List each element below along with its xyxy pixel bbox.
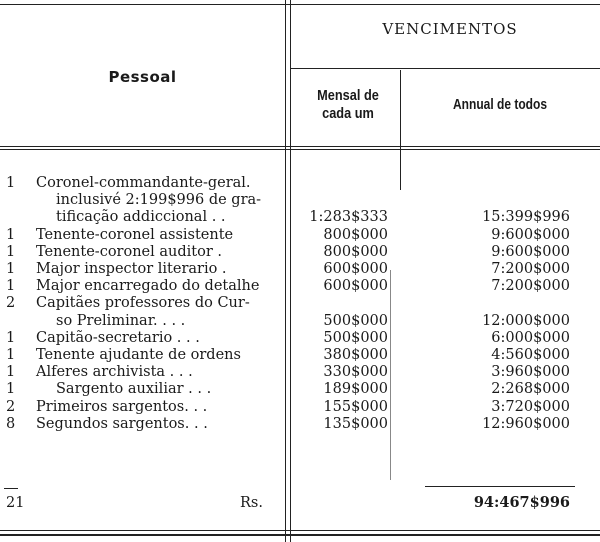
row-qty: 1: [6, 347, 16, 363]
total-qty: 21: [6, 495, 25, 511]
annual-heading: Annual de todos: [453, 96, 547, 113]
row-annual: 15:399$996: [482, 209, 570, 226]
row-annual: 3:960$000: [491, 364, 570, 381]
row-qty: 1: [6, 243, 16, 260]
row-mensal: 800$000: [323, 243, 388, 260]
row-mensal: 500$000: [323, 329, 388, 346]
total-rule: [425, 486, 575, 487]
table-row: [0, 243, 600, 261]
table-row: [0, 380, 600, 398]
row-annual: 12:000$000: [482, 312, 570, 329]
row-annual: 7:200$000: [491, 278, 570, 295]
row-qty: 1: [6, 226, 16, 243]
row-annual: 7:200$000: [491, 261, 570, 277]
row-qty: 1: [6, 364, 16, 381]
table-row: [0, 329, 600, 347]
row-annual: 2:268$000: [491, 381, 570, 398]
table-row: [0, 260, 600, 278]
table-row: [0, 294, 600, 312]
bottom-rule: [0, 534, 600, 536]
row-mensal: 330$000: [323, 364, 388, 381]
row-mensal: 600$000: [323, 278, 388, 295]
row-qty: 1: [6, 175, 16, 191]
table-row: [0, 174, 600, 192]
table-row: [0, 191, 600, 209]
row-description: Sargento auxiliar . . .: [56, 381, 212, 398]
row-mensal: 600$000: [323, 261, 388, 277]
bottom-rule: [0, 530, 600, 531]
row-mensal: 800$000: [323, 226, 388, 243]
table-row: [0, 312, 600, 330]
table-row: [0, 208, 600, 226]
row-qty: 1: [6, 381, 16, 398]
top-rule: [0, 4, 600, 5]
row-qty: 2: [6, 295, 16, 312]
total-rule: [4, 488, 18, 489]
table-row: [0, 398, 600, 416]
row-qty: 8: [6, 415, 16, 432]
header-bottom-rule: [0, 146, 600, 147]
row-description: Segundos sargentos. . .: [36, 415, 208, 432]
total-annual: 94:467$996: [473, 494, 570, 511]
row-qty: 2: [6, 398, 16, 415]
row-mensal: 380$000: [323, 347, 388, 363]
row-description: Capitães professores do Cur-: [36, 295, 250, 312]
row-annual: 9:600$000: [491, 243, 570, 260]
mensal-heading: Mensal de cada um: [317, 87, 379, 122]
row-mensal: 500$000: [323, 312, 388, 329]
row-description: Tenente ajudante de ordens: [36, 347, 241, 363]
row-annual: 3:720$000: [491, 398, 570, 415]
row-annual: 9:600$000: [491, 226, 570, 243]
table-row: [0, 363, 600, 381]
row-mensal: 189$000: [323, 381, 388, 398]
row-qty: 1: [6, 261, 16, 277]
total-row: [0, 494, 600, 512]
row-mensal: 155$000: [323, 398, 388, 415]
header-rule: [290, 68, 600, 69]
row-description: Tenente-coronel auditor .: [36, 243, 222, 260]
row-qty: 1: [6, 278, 16, 295]
column-divider: [400, 70, 401, 190]
row-description: tificação addiccional . .: [56, 209, 226, 226]
row-description: Capitão-secretario . . .: [36, 329, 200, 346]
table-row: [0, 226, 600, 244]
row-description: so Preliminar. . . .: [56, 312, 186, 329]
table-row: [0, 415, 600, 433]
row-qty: 1: [6, 329, 16, 346]
total-label: Rs.: [240, 495, 263, 511]
pessoal-heading: Pessoal: [108, 68, 177, 86]
row-description: Coronel-commandante-geral.: [36, 175, 251, 191]
row-description: inclusivé 2:199$996 de gra-: [56, 192, 262, 209]
header-bottom-rule: [0, 149, 600, 150]
row-mensal: 135$000: [323, 415, 388, 432]
row-description: Major encarregado do detalhe: [36, 278, 260, 295]
row-description: Major inspector literario .: [36, 261, 227, 277]
row-description: Alferes archivista . . .: [36, 364, 193, 381]
table-row: [0, 346, 600, 364]
table-row: [0, 277, 600, 295]
row-annual: 4:560$000: [491, 347, 570, 363]
row-mensal: 1:283$333: [309, 209, 388, 226]
row-description: Primeiros sargentos. . .: [36, 398, 208, 415]
vencimentos-heading: VENCIMENTOS: [382, 20, 518, 38]
row-annual: 6:000$000: [491, 329, 570, 346]
row-description: Tenente-coronel assistente: [36, 226, 234, 243]
row-annual: 12:960$000: [482, 415, 570, 432]
